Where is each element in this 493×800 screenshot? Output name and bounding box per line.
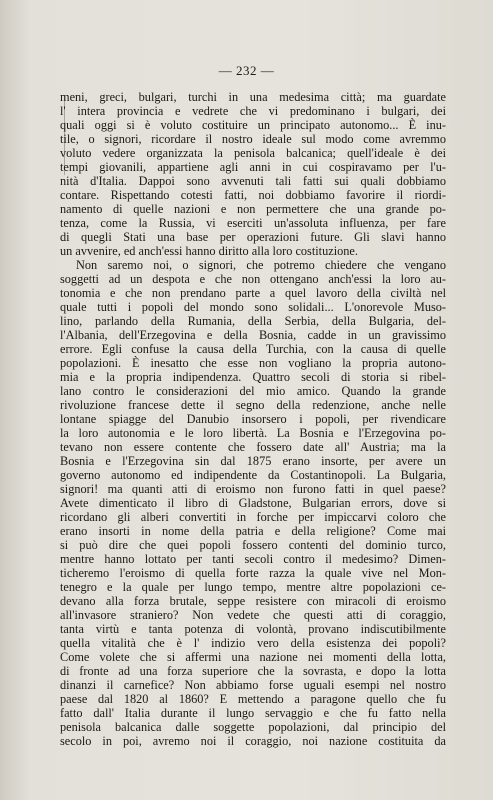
text-line: rivoluzione francese dette il segno della redenzione, anche nelle xyxy=(60,398,446,412)
text-line: tevano non essere contente che fossero date all' Austria; ma la xyxy=(60,440,446,454)
text-line: Avete dimenticato il libro di Gladstone, Bulgarian errors, dove si xyxy=(60,496,446,510)
text-line: mentre hanno lottato per tanti secoli contro il medesimo? Dimen- xyxy=(60,552,446,566)
text-line: popolazioni. È inesatto che esse non vogliano la propria autono- xyxy=(60,356,446,370)
text-line: nità d'Italia. Dappoi sono avvenuti tali fatti sui quali dobbiamo xyxy=(60,174,446,188)
text-line: contare. Rispettando cotesti fatti, noi dobbiamo favorire il riordi- xyxy=(60,188,446,202)
text-line: all'invasore straniero? Non vedete che questi atti di coraggio, xyxy=(60,608,446,622)
text-line: devano alla forza brutale, seppe resistere con miracoli di eroismo xyxy=(60,594,446,608)
text-line: meni, greci, bulgari, turchi in una medesima città; ma guardate xyxy=(60,90,446,104)
text-line: lano contro le considerazioni del mio amico. Quando la grande xyxy=(60,384,446,398)
text-line: quali oggi si è voluto costituire un principato autonomo... È inu- xyxy=(60,118,446,132)
text-line: lontane spiagge del Danubio insorsero i popoli, per rivendicare xyxy=(60,412,446,426)
text-line: ricordano gli alberi convertiti in forche per impiccarvi coloro che xyxy=(60,510,446,524)
text-line: la loro autonomia e le loro libertà. La Bosnia e l'Erzegovina po- xyxy=(60,426,446,440)
text-line: soggetti ad un despota e che non ottengano anch'essi la loro au- xyxy=(60,272,446,286)
text-line: si può dire che quei popoli fossero contenti del dominio turco, xyxy=(60,538,446,552)
text-line: ticheremo l'eroismo di quella forte razza la quale vive nel Mon- xyxy=(60,566,446,580)
text-line: paese dal 1820 al 1860? E mettendo a paragone quello che fu xyxy=(60,692,446,706)
text-line: tanta virtù e tanta potenza di volontà, provano indiscutibilmente xyxy=(60,622,446,636)
text-line: tile, o signori, ricordare il nostro ideale sul modo come avremmo xyxy=(60,132,446,146)
text-line: di quegli Stati una base per operazioni future. Gli slavi hanno xyxy=(60,230,446,244)
text-line: l' intera provincia e vedrete che vi predominano i bulgari, dei xyxy=(60,104,446,118)
text-line: Come volete che si affermi una nazione nei momenti della lotta, xyxy=(60,650,446,664)
text-line: penisola balcanica dalle soggette popolazioni, dal principio del xyxy=(60,720,446,734)
text-line: lino, parlando della Rumania, della Serbia, della Bulgaria, del- xyxy=(60,314,446,328)
text-line: tenegro e la quale per lungo tempo, mentre altre popolazioni ce- xyxy=(60,580,446,594)
text-line: signori! ma quanti atti di eroismo non furono fatti in quel paese? xyxy=(60,482,446,496)
text-line: mia e la propria indipendenza. Quattro secoli di storia si ribel- xyxy=(60,370,446,384)
text-line: tonomia e che non prendano parte a quel lavoro della civiltà nel xyxy=(60,286,446,300)
text-line: quella vitalità che è l' indizio vero della esistenza dei popoli? xyxy=(60,636,446,650)
text-line: erano insorti in nome della patria e della religione? Come mai xyxy=(60,524,446,538)
page-number: — 232 — xyxy=(218,63,275,78)
text-line: tempi giovanili, appartiene agli anni in cui cospiravamo per l'u- xyxy=(60,160,446,174)
text-line: un avvenire, ed anch'essi hanno diritto alla loro costituzione. xyxy=(60,244,358,258)
text-line: di fronte ad una forza superiore che la sovrasta, e dopo la lotta xyxy=(60,664,446,678)
text-line: voluto vedere organizzata la penisola balcanica; quell'ideale è dei xyxy=(60,146,446,160)
text-line: quale tutti i popoli del mondo sono solidali... L'onorevole Muso- xyxy=(60,300,446,314)
body-text xyxy=(60,90,446,748)
text-line: governo autonomo ed indipendente da Costantinopoli. La Bulgaria, xyxy=(60,468,446,482)
text-line: namento di quelle nazioni e non permettere che una grande po- xyxy=(60,202,446,216)
text-line: secolo in poi, avremo noi il coraggio, noi nazione costituita da xyxy=(60,734,446,748)
text-line: Non saremo noi, o signori, che potremo chiedere che vengano xyxy=(76,258,446,272)
text-line: Bosnia e l'Erzegovina sin dal 1875 erano insorte, per avere un xyxy=(60,454,446,468)
text-line: l'Albania, dell'Erzegovina e della Bosnia, cadde in un gravissimo xyxy=(60,328,446,342)
text-line: errore. Egli confuse la causa della Turchia, con la causa di quelle xyxy=(60,342,446,356)
text-line: fatto dall' Italia durante il lungo servaggio e che fu fatto nella xyxy=(60,706,446,720)
text-line: dinanzi il carnefice? Non abbiamo forse uguali esempi nel nostro xyxy=(60,678,446,692)
text-line: tenza, come la Russia, vi eserciti un'assoluta influenza, per fare xyxy=(60,216,446,230)
